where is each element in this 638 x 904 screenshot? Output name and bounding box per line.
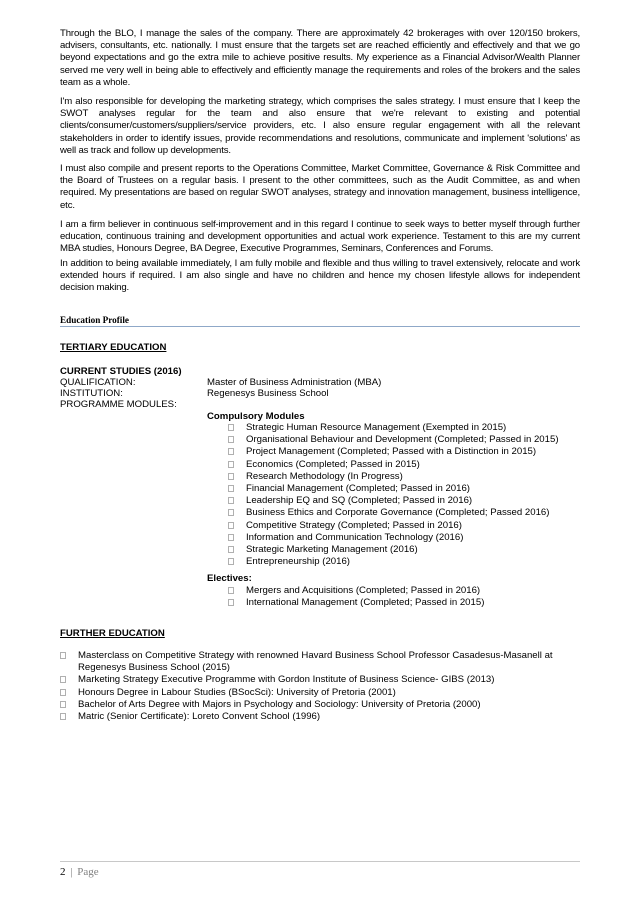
compulsory-modules-list bbox=[228, 422, 588, 568]
checkbox-bullet-icon bbox=[228, 522, 234, 529]
list-item: Leadership EQ and SQ (Completed; Passed in 2016) bbox=[228, 495, 588, 507]
checkbox-bullet-icon bbox=[228, 461, 234, 468]
electives-list bbox=[228, 585, 588, 609]
list-item: Entrepreneurship (2016) bbox=[228, 556, 588, 568]
list-item: Organisational Behaviour and Development (Completed; Passed in 2015) bbox=[228, 434, 588, 446]
checkbox-bullet-icon bbox=[228, 448, 234, 455]
list-item: Research Methodology (In Progress) bbox=[228, 471, 588, 483]
list-item: Marketing Strategy Executive Programme with Gordon Institute of Business Science- GIBS (2013) bbox=[60, 674, 584, 686]
checkbox-bullet-icon bbox=[228, 436, 234, 443]
education-section-title: Education Profile bbox=[60, 315, 129, 325]
checkbox-bullet-icon bbox=[228, 424, 234, 431]
paragraph-marketing-strategy: I'm also responsible for developing the marketing strategy, which comprises the sales strategy. I must ensure that I keep the SWOT analyses regular for the team and also ensure that we're relevant to existing and potential clients/consumer/customers/suppliers/service providers, etc. I also ensure regular engagement with all the relevant stakeholders in order to identify issues, provide recommendations and resolutions, communicate and implement 'solutions' as well as track and follow up developments. bbox=[60, 96, 580, 156]
list-item: Masterclass on Competitive Strategy with renowned Havard Business School Professor Casadesus-Masanell at Regenesys Business School (2015) bbox=[60, 650, 584, 674]
list-item: Business Ethics and Corporate Governance (Completed; Passed 2016) bbox=[228, 507, 588, 519]
list-item: International Management (Completed; Passed in 2015) bbox=[228, 597, 588, 609]
checkbox-bullet-icon bbox=[60, 701, 66, 708]
footer-divider bbox=[60, 861, 580, 862]
list-item: Mergers and Acquisitions (Completed; Passed in 2016) bbox=[228, 585, 588, 597]
paragraph-availability: In addition to being available immediately, I am fully mobile and flexible and thus willing to travel extensively, relocate and work extended hours if required. I am also single and have no children and hence my chosen lifestyle allows for independent decision making. bbox=[60, 258, 580, 294]
programme-modules-label: PROGRAMME MODULES: bbox=[60, 399, 177, 410]
checkbox-bullet-icon bbox=[228, 473, 234, 480]
page-label: Page bbox=[77, 866, 99, 878]
compulsory-modules-heading: Compulsory Modules bbox=[207, 411, 305, 422]
further-education-list bbox=[60, 650, 584, 723]
page-footer bbox=[60, 866, 99, 878]
list-item: Financial Management (Completed; Passed in 2016) bbox=[228, 483, 588, 495]
checkbox-bullet-icon bbox=[60, 652, 66, 659]
list-item: Information and Communication Technology (2016) bbox=[228, 532, 588, 544]
institution-label: INSTITUTION: bbox=[60, 388, 123, 399]
list-item: Strategic Human Resource Management (Exempted in 2015) bbox=[228, 422, 588, 434]
list-item: Competitive Strategy (Completed; Passed in 2016) bbox=[228, 520, 588, 532]
checkbox-bullet-icon bbox=[228, 485, 234, 492]
paragraph-reports: I must also compile and present reports to the Operations Committee, Market Committee, Governance & Risk Committee and the Board of Trustees on a regular basis. I present to the other committees, such as the Audit Committee, as and when required. My presentations are based on regular SWOT analyses, strategy and innovation management, business intelligence, etc. bbox=[60, 163, 580, 211]
checkbox-bullet-icon bbox=[60, 713, 66, 720]
paragraph-self-improvement: I am a firm believer in continuous self-improvement and in this regard I continue to seek ways to better myself through further education, continuous training and development opportunities and actual work experience. Testament to this are my current MBA studies, Honours Degree, BA Degree, Executive Programmes, Seminars, Conferences and Forums. bbox=[60, 219, 580, 255]
page-number: 2 bbox=[60, 866, 66, 878]
checkbox-bullet-icon bbox=[228, 534, 234, 541]
checkbox-bullet-icon bbox=[228, 497, 234, 504]
qualification-label: QUALIFICATION: bbox=[60, 377, 136, 388]
tertiary-education-heading: TERTIARY EDUCATION bbox=[60, 342, 167, 353]
list-item: Honours Degree in Labour Studies (BSocSci): University of Pretoria (2001) bbox=[60, 687, 584, 699]
checkbox-bullet-icon bbox=[228, 546, 234, 553]
list-item: Bachelor of Arts Degree with Majors in Psychology and Sociology: University of Pretoria (2000) bbox=[60, 699, 584, 711]
footer-separator: | bbox=[70, 866, 73, 878]
qualification-value: Master of Business Administration (MBA) bbox=[207, 377, 382, 388]
list-item: Project Management (Completed; Passed with a Distinction in 2015) bbox=[228, 446, 588, 458]
checkbox-bullet-icon bbox=[60, 689, 66, 696]
list-item: Matric (Senior Certificate): Loreto Convent School (1996) bbox=[60, 711, 584, 723]
current-studies-heading: CURRENT STUDIES (2016) bbox=[60, 366, 182, 377]
checkbox-bullet-icon bbox=[228, 509, 234, 516]
checkbox-bullet-icon bbox=[228, 587, 234, 594]
section-divider bbox=[60, 326, 580, 327]
electives-heading: Electives: bbox=[207, 573, 252, 584]
paragraph-blo-sales: Through the BLO, I manage the sales of the company. There are approximately 42 brokerages with over 120/150 brokers, advisers, consultants, etc. nationally. I must ensure that the targets set are reached efficiently and effectively and that we go beyond expectations and go the extra mile to achieve positive results. My experience as a Financial Advisor/Wealth Planner served me very well in being able to effectively and efficiently manage the requirements and roles of the brokers and the sales team as a whole. bbox=[60, 28, 580, 88]
list-item: Strategic Marketing Management (2016) bbox=[228, 544, 588, 556]
list-item: Economics (Completed; Passed in 2015) bbox=[228, 459, 588, 471]
institution-value: Regenesys Business School bbox=[207, 388, 329, 399]
checkbox-bullet-icon bbox=[228, 599, 234, 606]
checkbox-bullet-icon bbox=[228, 558, 234, 565]
further-education-heading: FURTHER EDUCATION bbox=[60, 628, 165, 639]
checkbox-bullet-icon bbox=[60, 676, 66, 683]
